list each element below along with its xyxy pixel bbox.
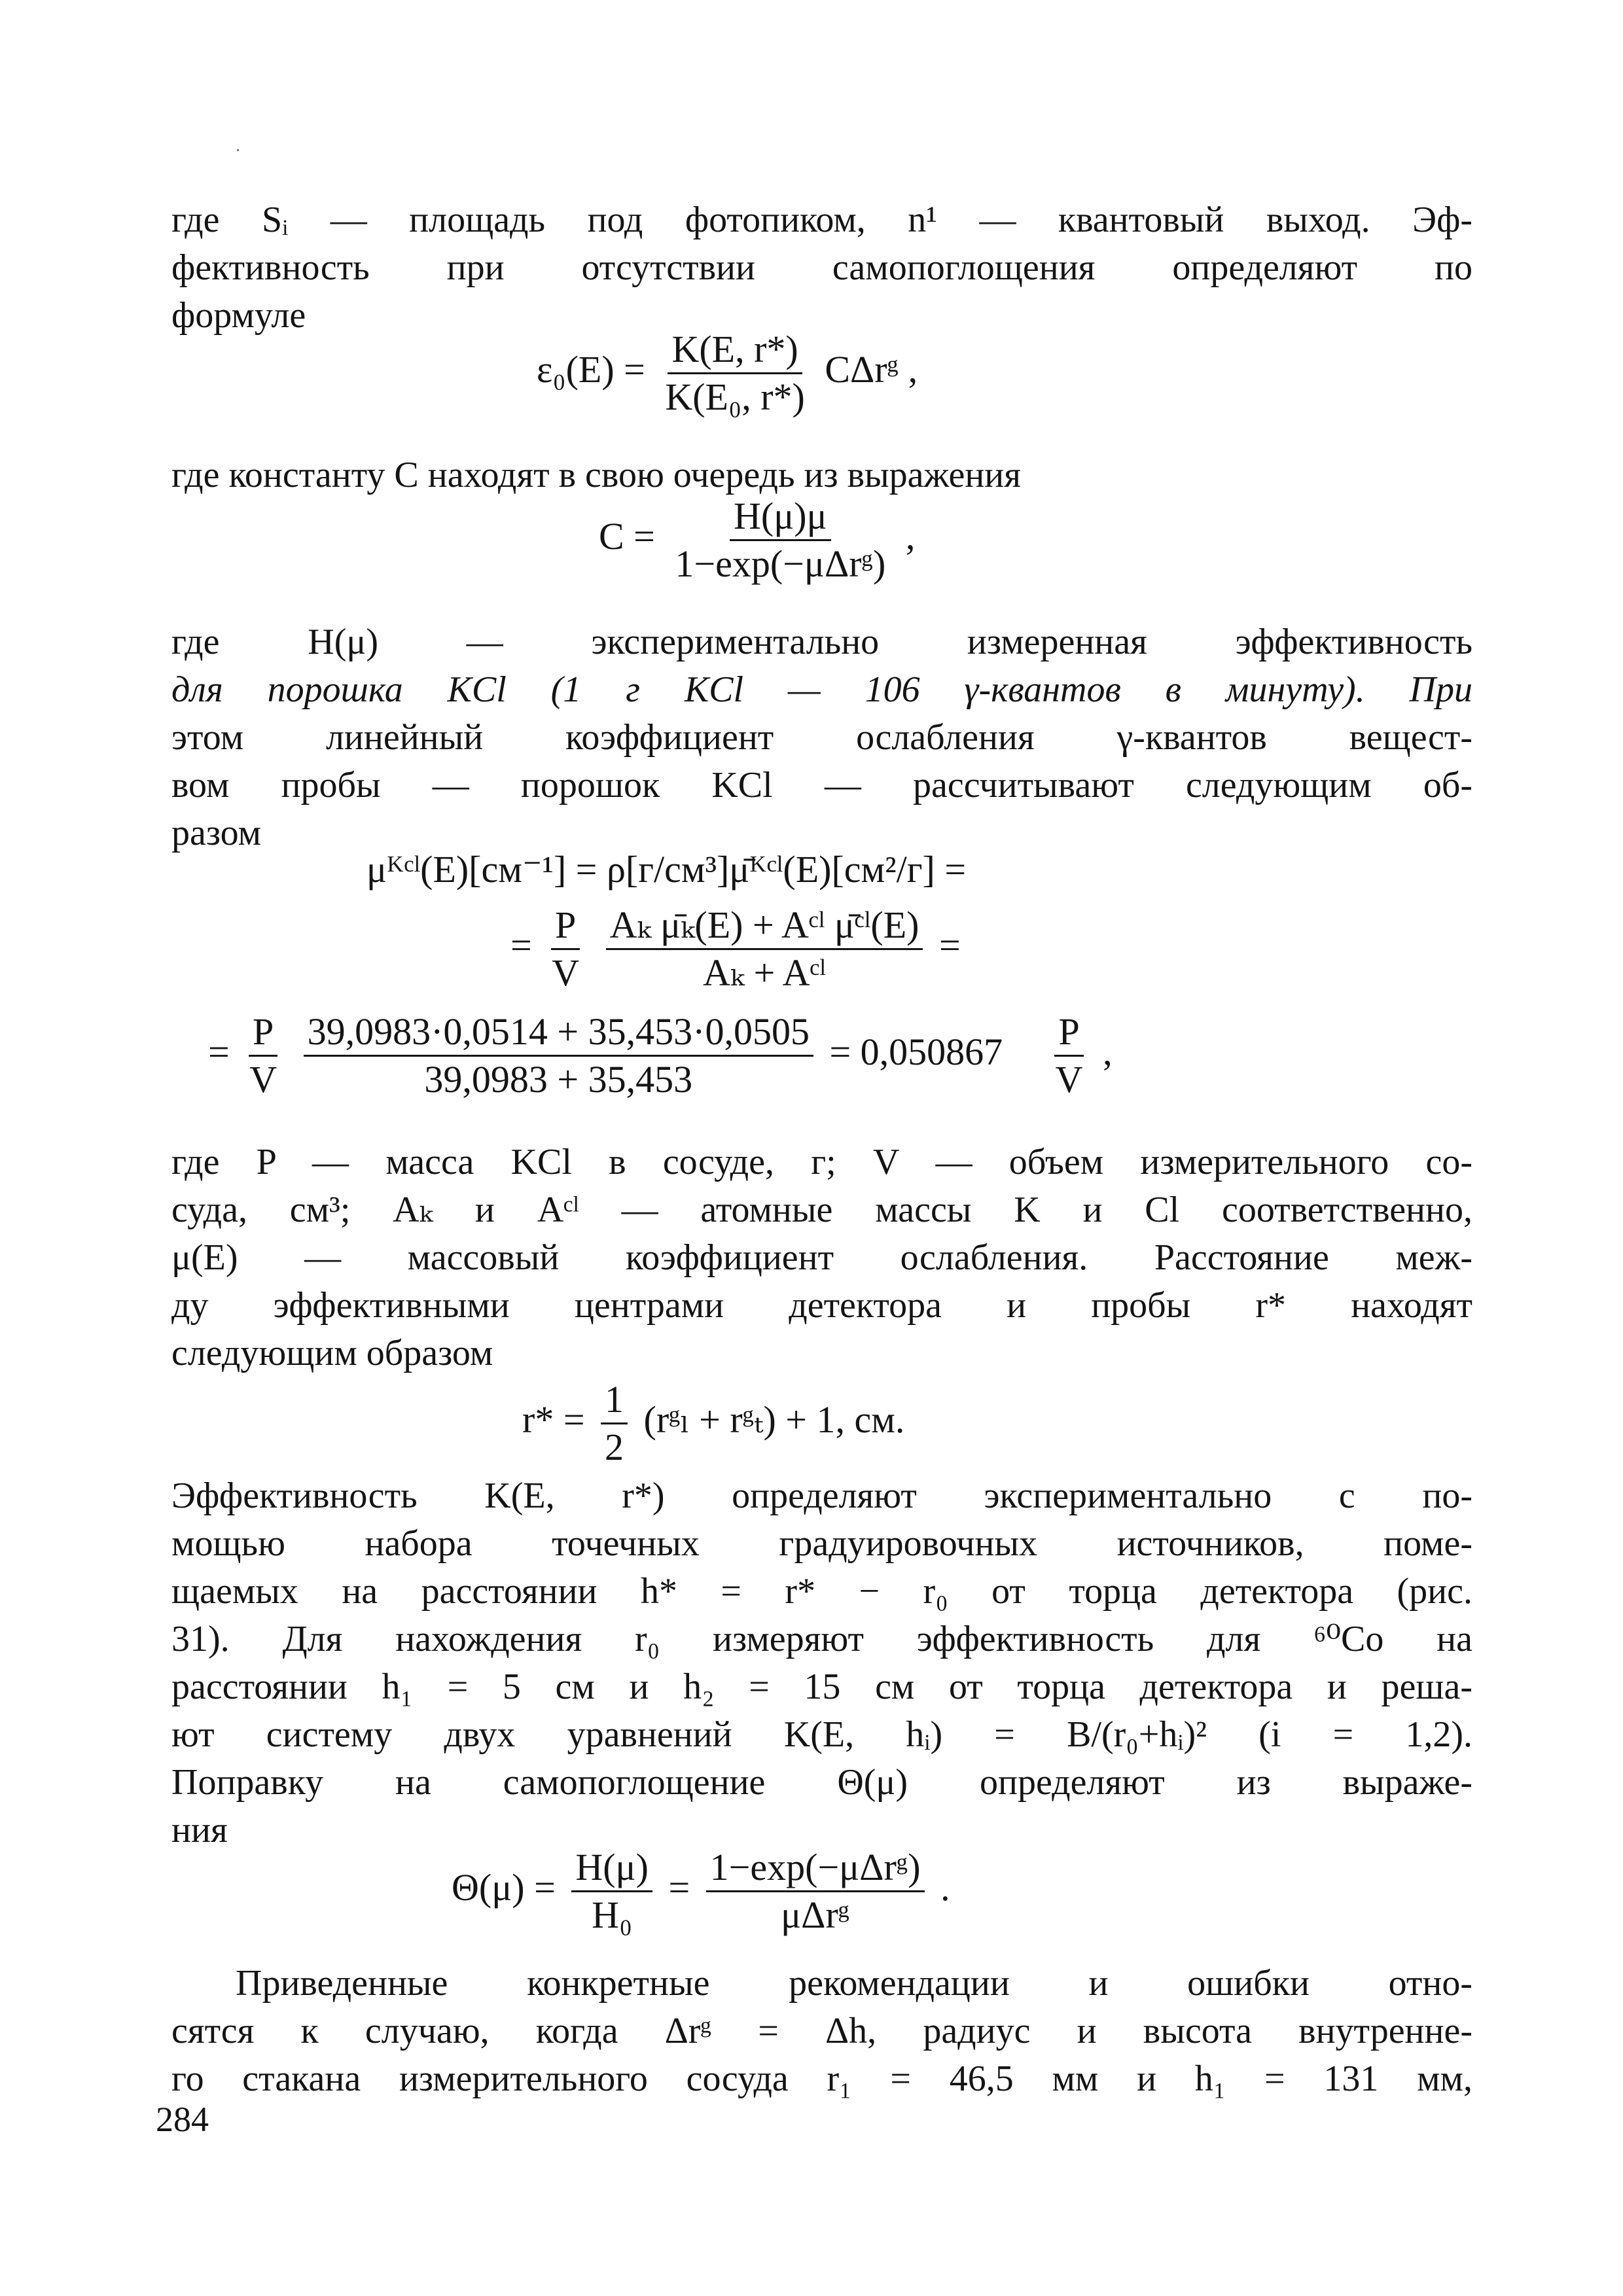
paragraph-1 xyxy=(171,196,1472,340)
text-line: ния xyxy=(171,1810,228,1850)
eq3-p: P xyxy=(551,906,580,950)
paragraph-4 xyxy=(171,1139,1472,1377)
text-line: где Sᵢ — площадь под фотопиком, n¹ — квантовый выход. Эф- xyxy=(171,200,1472,240)
text-line: фективность при отсутствии самопоглощения определяют по xyxy=(171,247,1472,288)
equation-effective-distance xyxy=(522,1378,905,1468)
eq3-denominator: Aₖ + Aᶜˡ xyxy=(703,951,826,994)
paragraph-6 xyxy=(171,1960,1472,2103)
paragraph-3 xyxy=(171,618,1472,857)
text-line: мощью набора точечных градуировочных источников, поме- xyxy=(171,1523,1472,1564)
text-line: вом пробы — порошок KCl — рассчитывают следующим об- xyxy=(171,765,1472,805)
equation-efficiency xyxy=(537,330,918,416)
eq3-v: V xyxy=(552,951,580,994)
text-line: расстоянии h₁ = 5 см и h₂ = 15 см от торца детектора и реша- xyxy=(171,1667,1472,1707)
scan-speck xyxy=(237,149,239,151)
text-line: μ(E) — массовый коэффициент ослабления. Расстояние меж- xyxy=(171,1237,1472,1278)
eq3-line1: μᴷᶜˡ(E)[см⁻¹] = ρ[г/см³]μ̄ᴷᶜˡ(E)[см²/г] = xyxy=(366,848,967,891)
eq4-result-v: V xyxy=(1055,1058,1083,1101)
eq3-pv-fraction xyxy=(548,906,583,992)
text-line: ду эффективными центрами детектора и пробы r* находят xyxy=(171,1285,1472,1326)
text-line: разом xyxy=(171,813,262,853)
page-number: 284 xyxy=(156,2100,209,2139)
eq2-lhs: C = xyxy=(599,514,655,557)
eq4-v: V xyxy=(249,1058,277,1101)
eq5-lhs: r* = xyxy=(522,1398,585,1441)
equation-attenuation-numeric xyxy=(208,1010,1113,1101)
text-line: где константу С находят в свою очередь из выражения xyxy=(171,455,1022,495)
eq2-fraction xyxy=(671,497,889,583)
eq5-denominator: 2 xyxy=(605,1426,624,1468)
eq5-fraction xyxy=(601,1378,628,1468)
eq6-denominator-2: μΔrᵍ xyxy=(781,1894,850,1936)
eq4-pv-fraction xyxy=(245,1010,281,1101)
eq1-numerator: K(E, r*) xyxy=(668,330,802,374)
eq3-numerator: Aₖ μ̄ₖ(E) + Aᶜˡ μ̄ᶜˡ(E) xyxy=(606,906,923,950)
text-line-italic: для порошка KCl (1 г KCl — 106 γ-квантов в минуту). При xyxy=(171,669,1472,710)
eq1-lhs: ε₀(E) = xyxy=(537,347,645,391)
eq4-fraction xyxy=(304,1010,813,1101)
text-line: 31). Для нахождения r₀ измеряют эффективность для ⁶⁰Co на xyxy=(171,1619,1472,1659)
text-line: формуле xyxy=(171,295,306,336)
eq4-result: = 0,050867 xyxy=(829,1030,1003,1073)
eq6-fraction-1 xyxy=(571,1848,652,1934)
eq1-denominator: K(E₀, r*) xyxy=(665,376,805,418)
eq4-lead: = xyxy=(208,1030,230,1073)
equation-attenuation-line1 xyxy=(366,848,967,891)
eq2-denominator: 1−exp(−μΔrᵍ) xyxy=(675,542,886,585)
text-line: Приведенные конкретные рекомендации и ошибки отно- xyxy=(236,1963,1472,2004)
equation-constant-c xyxy=(599,497,915,583)
eq6-numerator-2: 1−exp(−μΔrᵍ) xyxy=(706,1848,925,1892)
text-line: следующим образом xyxy=(171,1333,493,1373)
eq6-fraction-2 xyxy=(706,1848,925,1934)
eq6-equals: = xyxy=(668,1865,690,1909)
eq4-tail: , xyxy=(1103,1030,1113,1073)
text-line: щаемых на расстоянии h* = r* − r₀ от торца детектора (рис. xyxy=(171,1571,1472,1612)
eq5-numerator: 1 xyxy=(601,1381,628,1424)
eq2-rhs: , xyxy=(905,514,916,557)
text-line: этом линейный коэффициент ослабления γ-квантов вещест- xyxy=(171,717,1472,758)
eq1-fraction xyxy=(661,330,808,416)
text-line: Поправку на самопоглощение Θ(μ) определяют из выраже- xyxy=(171,1762,1472,1803)
text-line: сятся к случаю, когда Δrᵍ = Δh, радиус и высота внутренне- xyxy=(171,2011,1472,2051)
eq4-result-p: P xyxy=(1054,1013,1083,1057)
eq5-rhs: (rᵍₗ + rᵍₜ) + 1, см. xyxy=(643,1398,905,1441)
text-line: ют систему двух уравнений K(E, hᵢ) = B/(r₀+hᵢ)² (i = 1,2). xyxy=(171,1714,1472,1755)
text-line: суда, см³; Aₖ и Aᶜˡ — атомные массы K и Cl соответственно, xyxy=(171,1190,1472,1230)
eq6-numerator-1: H(μ) xyxy=(571,1848,652,1892)
text-line: где P — масса KCl в сосуде, г; V — объем измерительного со- xyxy=(171,1142,1472,1182)
text-line: го стакана измерительного сосуда r₁ = 46,5 мм и h₁ = 131 мм, xyxy=(171,2058,1472,2099)
eq2-numerator: H(μ)μ xyxy=(730,497,831,541)
eq6-lhs: Θ(μ) = xyxy=(452,1865,556,1909)
eq1-rhs: CΔrᵍ , xyxy=(825,347,918,391)
eq4-p: P xyxy=(249,1013,277,1057)
equation-self-absorption xyxy=(452,1848,950,1934)
eq4-denominator: 39,0983 + 35,453 xyxy=(424,1058,693,1101)
eq6-denominator-1: H₀ xyxy=(592,1894,633,1936)
text-line: где H(μ) — экспериментально измеренная эффективность xyxy=(171,622,1472,662)
eq3-tail: = xyxy=(938,923,961,966)
eq6-tail: . xyxy=(940,1865,950,1909)
equation-attenuation-line2 xyxy=(510,906,961,992)
eq3-fraction xyxy=(606,906,923,992)
eq4-pv-result-fraction xyxy=(1052,1010,1087,1101)
eq3-lead: = xyxy=(510,923,532,966)
eq4-numerator: 39,0983·0,0514 + 35,453·0,0505 xyxy=(304,1013,813,1057)
text-line: Эффективность K(E, r*) определяют экспериментально с по- xyxy=(171,1475,1472,1516)
paragraph-5 xyxy=(171,1472,1472,1854)
paragraph-2 xyxy=(171,451,1472,499)
